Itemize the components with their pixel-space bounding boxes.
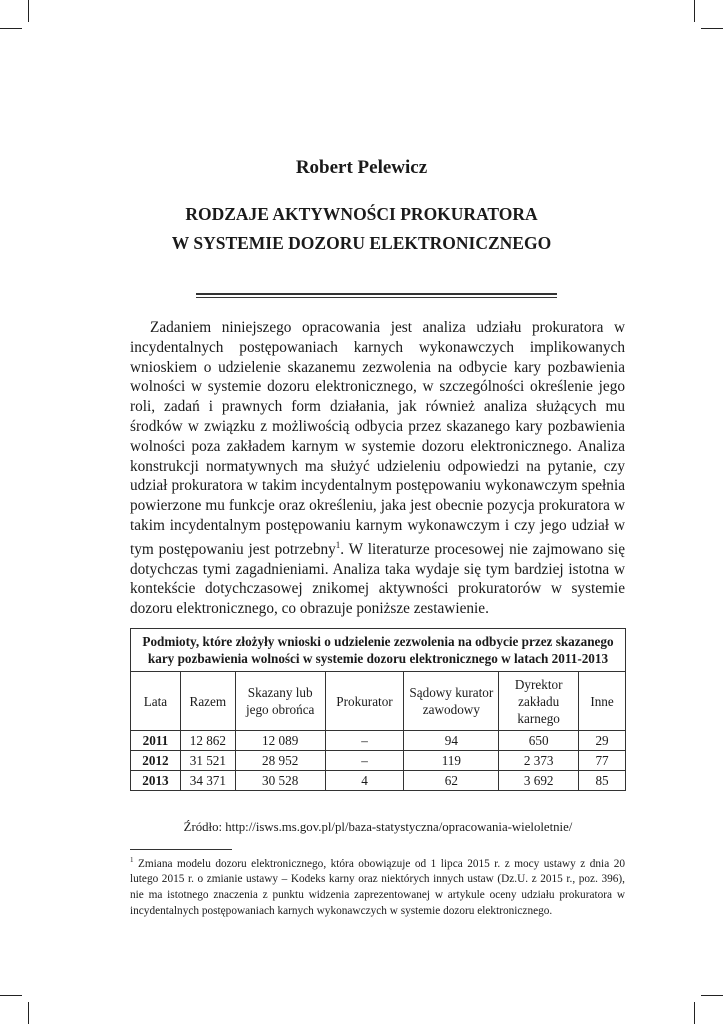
table-cell: 650 [499,731,579,751]
crop-mark [0,995,22,996]
table-row [131,731,626,751]
crop-mark [28,1002,29,1024]
footnote-marker: 1 [130,856,134,864]
table-cell: 31 521 [180,751,235,771]
table-cell: 85 [579,771,626,791]
table-cell: 77 [579,751,626,771]
table-cell: 4 [325,771,404,791]
table-cell: 29 [579,731,626,751]
crop-mark [28,0,29,22]
table-cell: – [325,731,404,751]
table-cell: 119 [404,751,499,771]
column-header: Inne [579,672,626,731]
crop-mark [694,0,695,22]
article-title [0,200,723,258]
crop-mark [694,1002,695,1024]
column-header: Sądowy kurator zawodowy [404,672,499,731]
column-header: Skazany lub jego obrońca [235,672,325,731]
table-cell: 12 089 [235,731,325,751]
title-divider [196,293,557,295]
table-cell: 34 371 [180,771,235,791]
table-source: Źródło: http://isws.ms.gov.pl/pl/baza-statystyczna/opracowania-wieloletnie/ [183,820,573,834]
table-header-row [131,672,626,731]
year-cell: 2012 [131,751,181,771]
paragraph-text: Zadaniem niniejszego opracowania jest analiza udziału prokuratora w incydentalnych postępowaniach karnych wykonawczych implikowanych wnioskiem o udzielenie skazanemu zezwolenia na odbycie kary pozbawienia wolności w systemie dozoru elektronicznego, w szczególności określenie jego roli, zadań i prawnych form działania, jak również analiza służących mu środków w związku z możliwością odbycia przez skazanego kary pozbawienia wolności poza zakładem karnym w systemie dozoru elektronicznego. Analiza konstrukcji normatywnych ma służyć udzieleniu odpowiedzi na pytanie, czy udział prokuratora w takim incydentalnym postępowaniu wykonawczym spełnia powierzone mu funkcje oraz określeniu, jaka jest obecnie pozycja prokuratora w takim incydentalnym postępowaniu karnym wykonawczym i czy jego udział w tym postępowaniu jest potrzebny [130,319,625,558]
paragraph-text: . W literaturze procesowej nie zajmowano się dotychczas tymi zagadnieniami. Analiza taka wydaje się tym bardziej istotna w kontekście dotychczasowej znikomej aktywności prokuratorów w systemie dozoru elektronicznego, co obrazuje poniższe zestawienie. [130,540,625,618]
title-divider [196,297,557,298]
body-paragraph [130,318,625,619]
year-cell: 2013 [131,771,181,791]
year-cell: 2011 [131,731,181,751]
statistics-table [130,628,626,791]
table-cell: 12 862 [180,731,235,751]
table-cell: – [325,751,404,771]
title-line: RODZAJE AKTYWNOŚCI PROKURATORA [185,204,538,224]
table-cell: 28 952 [235,751,325,771]
table-cell: 2 373 [499,751,579,771]
footnote-divider [130,849,232,850]
crop-mark [0,28,22,29]
footnote-text: Zmiana modelu dozoru elektronicznego, która obowiązuje od 1 lipca 2015 r. z mocy ustawy z dnia 20 lutego 2015 r. o zmianie ustawy – Kodeks karny oraz niektórych innych ustaw (Dz.U. z 2015 r., poz. 396), nie ma istotnego znaczenia z punktu widzenia zaprezentowanej w artykule oceny udziału prokuratora w incydentalnych postępowaniach karnych wykonawczych w systemie dozoru elektronicznego. [130,857,625,917]
table-row [131,751,626,771]
table-cell: 30 528 [235,771,325,791]
crop-mark [701,28,723,29]
column-header: Dyrektor zakładu karnego [499,672,579,731]
crop-mark [701,995,723,996]
column-header: Lata [131,672,181,731]
footnote [130,853,625,919]
table-cell: 94 [404,731,499,751]
footnote-reference[interactable]: 1 [335,539,341,550]
column-header: Prokurator [325,672,404,731]
title-line: W SYSTEMIE DOZORU ELEKTRONICZNEGO [171,233,552,253]
table-cell: 3 692 [499,771,579,791]
table-caption: Podmioty, które złożyły wnioski o udzielenie zezwolenia na odbycie przez skazanego kary pozbawienia wolności w systemie dozoru elektronicznego w latach 2011-2013 [131,629,626,672]
table-cell: 62 [404,771,499,791]
table-row [131,771,626,791]
author-name: Robert Pelewicz [295,157,428,178]
column-header: Razem [180,672,235,731]
